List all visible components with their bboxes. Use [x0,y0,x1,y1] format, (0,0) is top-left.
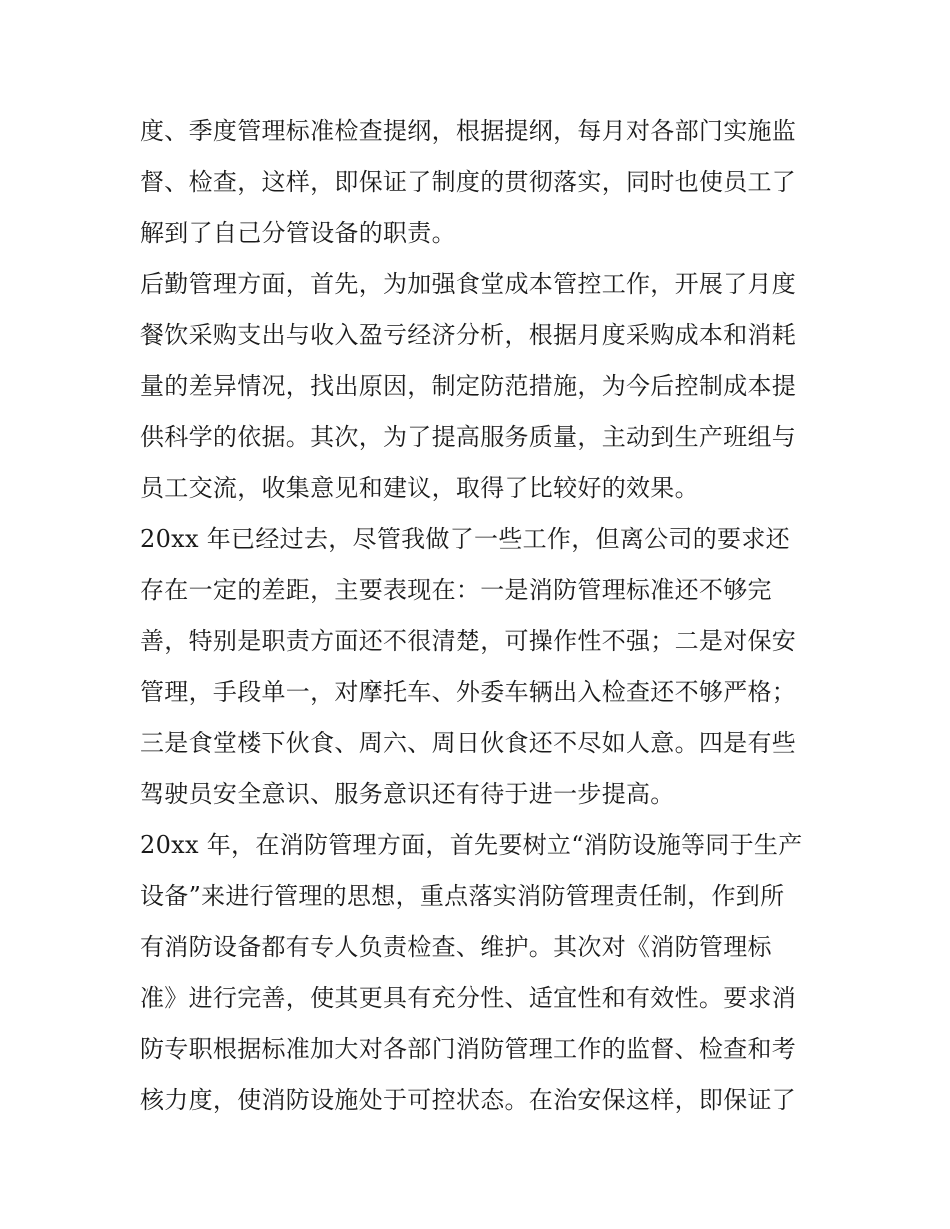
text-line-10: 存在一定的差距，主要表现在：一是消防管理标准还不够完 [140,576,772,604]
text-line-1: 度、季度管理标准检查提纲，根据提纲，每月对各部门实施监 [140,117,797,145]
text-line-17: 有消防设备都有专人负责检查、维护。其次对《消防管理标 [140,933,772,961]
text-line-16: 设备”来进行管理的思想，重点落实消防管理责任制，作到所 [140,882,785,910]
text-line-9: 20xx 年已经过去，尽管我做了一些工作，但离公司的要求还 [140,525,790,553]
text-line-7: 供科学的依据。其次，为了提高服务质量，主动到生产班组与 [140,423,797,451]
text-line-2: 督、检查，这样，即保证了制度的贯彻落实，同时也使员工了 [140,168,797,196]
text-line-20: 核力度，使消防设施处于可控状态。在治安保这样，即保证了 [140,1086,797,1114]
text-line-19: 防专职根据标准加大对各部门消防管理工作的监督、检查和考 [140,1035,797,1063]
document-body [140,106,820,1126]
text-line-4: 后勤管理方面，首先，为加强食堂成本管控工作，开展了月度 [140,270,797,298]
text-line-13: 三是食堂楼下伙食、周六、周日伙食还不尽如人意。四是有些 [140,729,797,757]
text-line-14: 驾驶员安全意识、服务意识还有待于进一步提高。 [140,780,675,808]
text-line-3: 解到了自己分管设备的职责。 [140,219,456,247]
text-line-18: 准》进行完善，使其更具有充分性、适宜性和有效性。要求消 [140,984,797,1012]
text-line-6: 量的差异情况，找出原因，制定防范措施，为今后控制成本提 [140,372,797,400]
text-line-8: 员工交流，收集意见和建议，取得了比较好的效果。 [140,474,699,502]
text-line-12: 管理，手段单一，对摩托车、外委车辆出入检查还不够严格； [140,678,797,706]
text-line-11: 善，特别是职责方面还不很清楚，可操作性不强；二是对保安 [140,627,797,655]
text-line-15: 20xx 年，在消防管理方面，首先要树立“消防设施等同于生产 [140,831,803,859]
text-line-5: 餐饮采购支出与收入盈亏经济分析，根据月度采购成本和消耗 [140,321,797,349]
